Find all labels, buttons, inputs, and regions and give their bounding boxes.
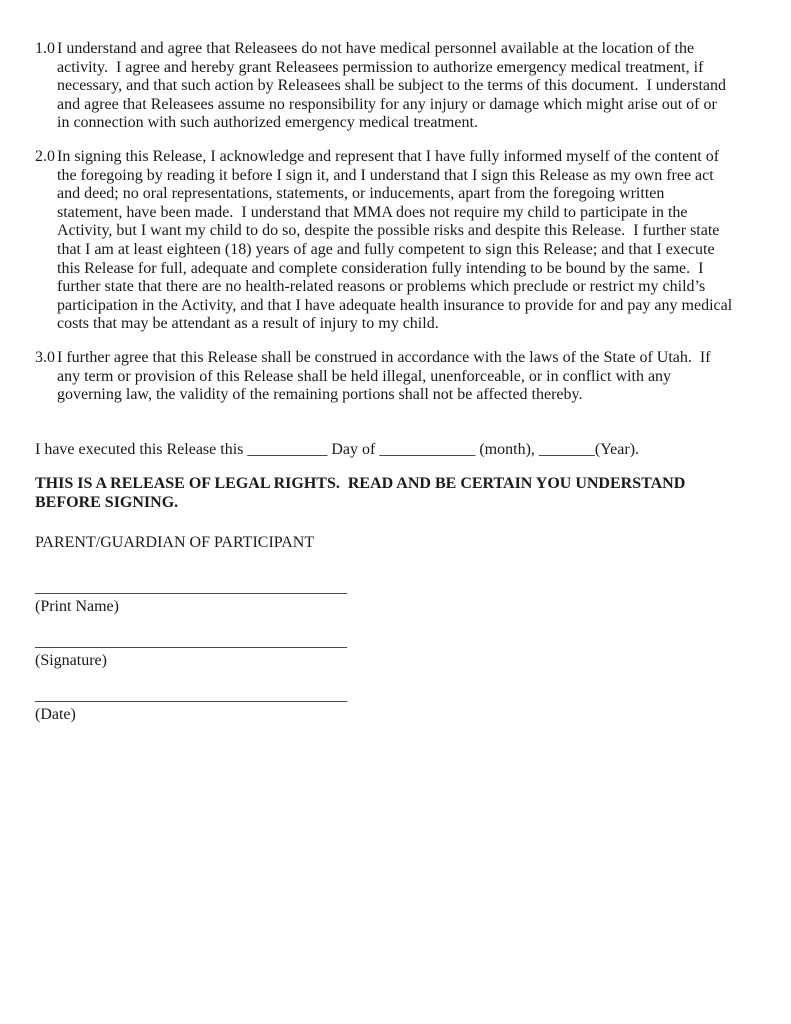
clause-2-number: 2.0 bbox=[35, 147, 55, 165]
print-name-field bbox=[35, 579, 735, 616]
signature-label: (Signature) bbox=[35, 651, 107, 669]
signature-signature-line: _______________________________________ bbox=[35, 633, 347, 651]
clause-3 bbox=[35, 349, 735, 405]
date-signature-line: _______________________________________ bbox=[35, 687, 347, 705]
clause-1 bbox=[35, 40, 735, 133]
date-field bbox=[35, 687, 735, 724]
clause-3-number: 3.0 bbox=[35, 348, 55, 366]
clause-2 bbox=[35, 148, 735, 334]
clause-3-body: I further agree that this Release shall be construed in accordance with the laws of the State of Utah. If any term or provision of this Release shall be held illegal, unenforceable, or in conflict with any governing law, the validity of the remaining portions shall not be affected thereby. bbox=[57, 348, 715, 404]
legal-rights-notice: THIS IS A RELEASE OF LEGAL RIGHTS. READ AND BE CERTAIN YOU UNDERSTAND BEFORE SIGNING. bbox=[35, 475, 690, 511]
signatory-heading: PARENT/GUARDIAN OF PARTICIPANT bbox=[35, 534, 315, 552]
clause-1-body: I understand and agree that Releasees do not have medical personnel available at the location of the activity. I agree and hereby grant Releasees permission to authorize emergency medical treatment, if necessary, and that such action by Releasees shall be subject to the terms of this document. I understand and agree that Releasees assume no responsibility for any injury or damage which might arise out of or in connection with such authorized emergency medical treatment. bbox=[57, 40, 730, 132]
print-name-signature-line: _______________________________________ bbox=[35, 579, 347, 597]
print-name-label: (Print Name) bbox=[35, 597, 119, 615]
clause-2-body: In signing this Release, I acknowledge and represent that I have fully informed myself of the content of the foregoing by reading it before I sign it, and I understand that I sign this Release as my own free act and deed; no oral representations, statements, or inducements, apart from the foregoing written statement, have been made. I understand that MMA does not require my child to participate in the Activity, but I want my child to do so, despite the possible risks and despite this Release. I further state that I am at least eighteen (18) years of age and fully competent to sign this Release; and that I execute this Release for full, adequate and complete consideration fully intending to be bound by the same. I further state that there are no health-related reasons or problems which preclude or restrict my child’s participation in the Activity, and that I have adequate health insurance to provide for and pay any medical costs that may be attendant as a result of injury to my child. bbox=[57, 147, 737, 333]
clause-1-number: 1.0 bbox=[35, 40, 55, 57]
date-label: (Date) bbox=[35, 706, 76, 724]
execution-statement: I have executed this Release this __________ Day of ____________ (month), _______(Year). bbox=[35, 440, 640, 458]
signature-field bbox=[35, 633, 735, 670]
